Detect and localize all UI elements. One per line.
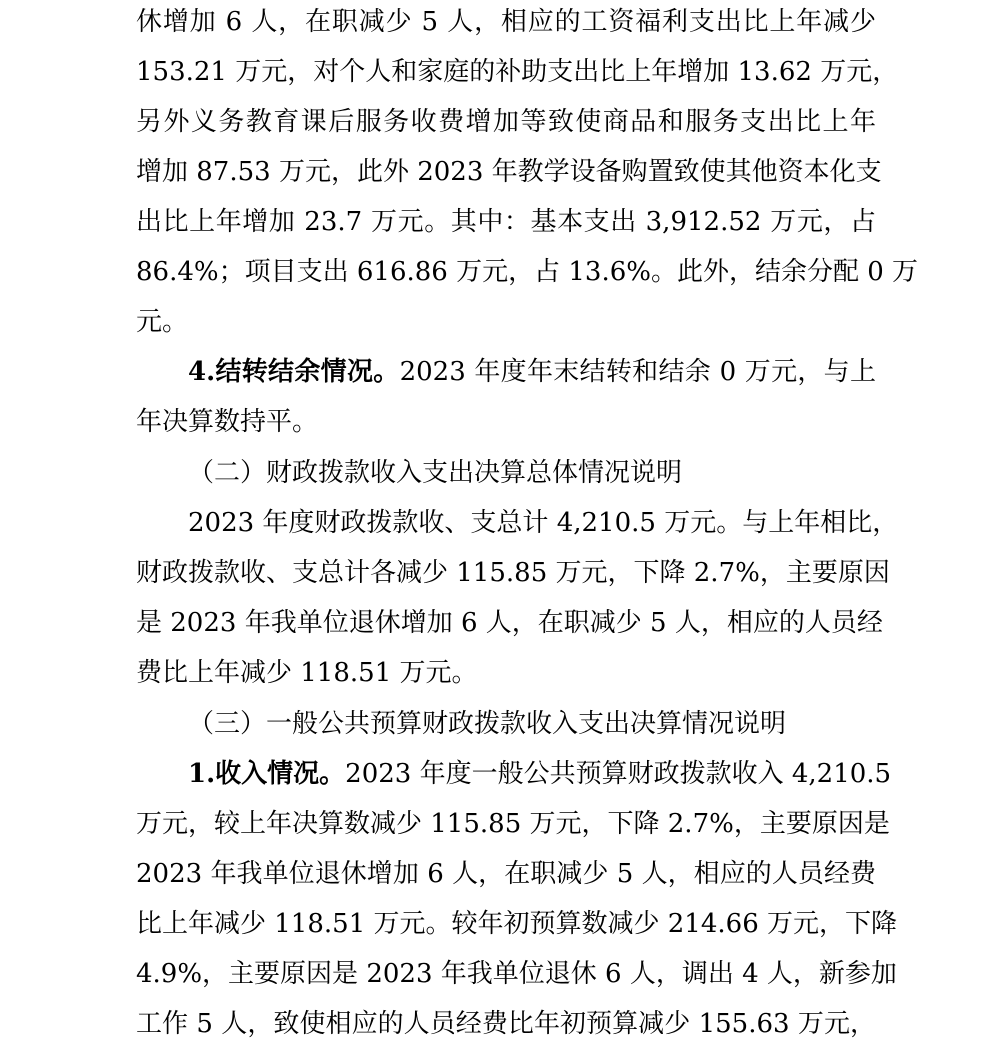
paragraph-line: 休增加 6 人，在职减少 5 人，相应的工资福利支出比上年减少 <box>136 7 876 37</box>
paragraph-line: 万元，较上年决算数减少 115.85 万元，下降 2.7%，主要原因是 <box>136 809 890 839</box>
paragraph-line: 工作 5 人，致使相应的人员经费比年初预算减少 155.63 万元， <box>136 1009 876 1039</box>
paragraph-line: 4.9%，主要原因是 2023 年我单位退休 6 人，调出 4 人，新参加 <box>136 959 897 989</box>
paragraph-line: 另外义务教育课后服务收费增加等致使商品和服务支出比上年 <box>136 107 876 137</box>
paragraph-line: 比上年减少 118.51 万元。较年初预算数减少 214.66 万元，下降 <box>136 909 898 939</box>
paragraph-line: 费比上年减少 118.51 万元。 <box>136 658 478 688</box>
paragraph-line: 86.4%；项目支出 616.86 万元，占 13.6%。此外，结余分配 0 万 <box>136 257 919 287</box>
section-heading: （三）一般公共预算财政拨款收入支出决算情况说明 <box>188 709 787 739</box>
paragraph-lead: 1.收入情况。 <box>188 759 346 789</box>
paragraph-text: 2023 年度一般公共预算财政拨款收入 4,210.5 <box>345 759 892 789</box>
paragraph-text: 2023 年度年末结转和结余 0 万元，与上 <box>399 357 876 387</box>
paragraph-lead: 4.结转结余情况。 <box>188 357 400 387</box>
paragraph-line: 153.21 万元，对个人和家庭的补助支出比上年增加 13.62 万元， <box>136 57 899 87</box>
paragraph-line: 元。 <box>136 307 189 337</box>
paragraph-line: 增加 87.53 万元，此外 2023 年教学设备购置致使其他资本化支 <box>136 157 882 187</box>
paragraph-line <box>188 754 892 794</box>
paragraph-line <box>188 352 876 392</box>
paragraph-line: 2023 年我单位退休增加 6 人，在职减少 5 人，相应的人员经费 <box>136 859 876 889</box>
paragraph-line: 2023 年度财政拨款收、支总计 4,210.5 万元。与上年相比， <box>188 508 899 538</box>
paragraph-line: 财政拨款收、支总计各减少 115.85 万元，下降 2.7%，主要原因 <box>136 558 890 588</box>
paragraph-line: 出比上年增加 23.7 万元。其中：基本支出 3,912.52 万元，占 <box>136 207 876 237</box>
paragraph-line: 年决算数持平。 <box>136 407 319 437</box>
section-heading: （二）财政拨款收入支出决算总体情况说明 <box>188 458 683 488</box>
paragraph-line: 是 2023 年我单位退休增加 6 人，在职减少 5 人，相应的人员经 <box>136 608 883 638</box>
